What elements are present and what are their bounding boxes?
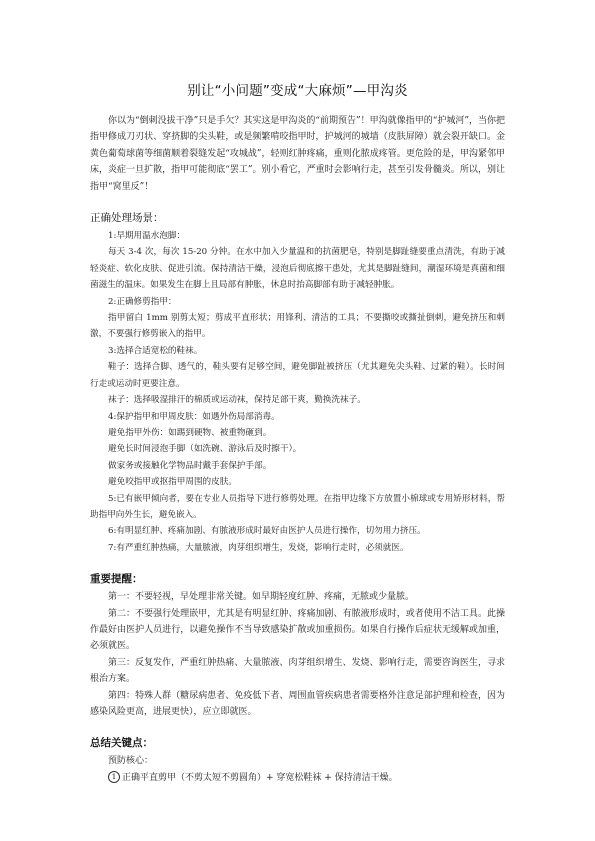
handling-item-detail: 每天 3-4 次，每次 15-20 分钟。在水中加入少量温和的抗菌肥皂，特别是脚趾缝要重点清洗，有助于减轻炎症、软化皮肤、促进引流。保持清洁干燥，浸泡后彻底擦干患处，尤其是脚趾缝间，潮湿环境是真菌和细菌滋生的温床。如果发生在脚上且局部有肿胀，休息时抬高脚部有助于减轻肿胀。 bbox=[90, 247, 505, 291]
handling-item-heading: 4:保护指甲和甲周皮肤：如遇外伤局部消毒。 bbox=[108, 411, 280, 422]
handling-item-heading: 7:有严重红肿热痛，大量脓液，肉芽组织增生，发烧，影响行走时，必须就医。 bbox=[108, 542, 409, 553]
handling-item bbox=[90, 540, 505, 556]
circled-number-one-icon: 1 bbox=[108, 771, 120, 783]
intro-paragraph: 你以为“倒刺没拔干净”只是手欠？其实这是甲沟炎的“前期预告”！甲沟就像指甲的“护城河”，当你把指甲修成刀刃状、穿挤脚的尖头鞋，或是频繁啃咬指甲时，护城河的城墙（皮肤屏障）就会裂开缺口。金黄色葡萄球菌等细菌顺着裂缝发起“攻城战”，轻则红肿疼痛，重则化脓成疼管。更危险的是，甲沟紧邻甲床，炎症一旦扩散，指甲可能彻底“罢工”。别小看它，严重时会影响行走，甚至引发骨髓炎。所以，别让指甲“窝里反”！ bbox=[90, 116, 505, 192]
section-heading-handling: 正确处理场景： bbox=[90, 212, 164, 225]
handling-item-detail: 袜子：选择吸湿排汗的棉质或运动袜，保持足部干爽，勤换洗袜子。 bbox=[108, 395, 366, 406]
handling-item-detail: 指甲留白 1mm 别剪太短；剪成平直形状；用锋利、清洁的工具；不要撕咬或撕扯倒刺，避免挤压和刺激，不要强行修剪嵌入的指甲。 bbox=[90, 313, 505, 340]
summary-subheading: 预防核心： bbox=[108, 756, 154, 767]
handling-item-detail: 鞋子：选择合脚、透气的，鞋头要有足够空间，避免脚趾被挤压（尤其避免尖头鞋、过紧的鞋）。长时间行走或运动时更要注意。 bbox=[90, 362, 505, 389]
reminders-list bbox=[90, 589, 505, 720]
summary-bullet-text: 正确平直剪甲（不剪太短不剪圆角）+ 穿宽松鞋袜 + 保持清洁干燥。 bbox=[122, 772, 398, 783]
reminder-item: 第二：不要强行处理嵌甲，尤其是有明显红肿、疼痛加剧、有脓液形成时，或者使用不洁工具。此操作最好由医护人员进行，以避免操作不当导致感染扩散或加重损伤。如果自行操作后症状无缓解或加重，必须就医。 bbox=[90, 608, 505, 652]
handling-item bbox=[90, 294, 505, 343]
handling-item-heading: 3:选择合适宽松的鞋袜。 bbox=[108, 345, 203, 356]
handling-item bbox=[90, 523, 505, 539]
summary-bullet bbox=[90, 770, 505, 786]
reminder-item: 第三：反复发作，严重红肿热痛、大量脓液、肉芽组织增生、发烧、影响行走，需要咨询医生，寻求根治方案。 bbox=[90, 657, 505, 685]
handling-item-heading: 6:有明显红肿、疼痛加剧、有脓液形成时最好由医护人员进行操作，切勿用力挤压。 bbox=[108, 526, 426, 537]
document-title: 别让“小问题”变成“大麻烦”—甲沟炎 bbox=[187, 83, 408, 99]
handling-item-detail: 避免指甲外伤：如踢到硬物、被重物砸到。 bbox=[108, 427, 272, 438]
handling-list bbox=[90, 228, 505, 556]
handling-item-detail: 避免长时间浸泡手脚（如洗碗、游泳后及时擦干）。 bbox=[108, 444, 302, 455]
handling-item bbox=[90, 491, 505, 524]
reminder-item: 第四：特殊人群（糖尿病患者、免疫低下者、周围血管疾病患者需要格外注意足部护理和检查，因为感染风险更高，进展更快），应立即就医。 bbox=[90, 690, 505, 717]
handling-item-heading: 2:正确修剪指甲： bbox=[108, 296, 177, 307]
section-heading-summary: 总结关键点： bbox=[90, 737, 153, 750]
handling-item bbox=[90, 228, 505, 294]
handling-item-detail: 做家务或接触化学物品时戴手套保护手部。 bbox=[108, 460, 272, 471]
handling-item bbox=[90, 343, 505, 409]
handling-item bbox=[90, 409, 505, 491]
section-heading-reminders: 重要提醒： bbox=[90, 573, 143, 586]
handling-item-heading: 1:早期用温水泡脚： bbox=[108, 231, 186, 242]
handling-item-heading: 5:已有嵌甲倾向者，要在专业人员指导下进行修剪处理。在指甲边缘下方放置小棉球或专用矫形材料，帮助指甲向外生长，避免嵌入。 bbox=[90, 493, 505, 520]
reminder-item: 第一：不要轻视，早处理非常关键。如早期轻度红肿、疼痛，无脓或少量脓。 bbox=[108, 592, 415, 603]
handling-item-detail: 避免咬指甲或抠指甲周围的皮肤。 bbox=[108, 477, 237, 488]
